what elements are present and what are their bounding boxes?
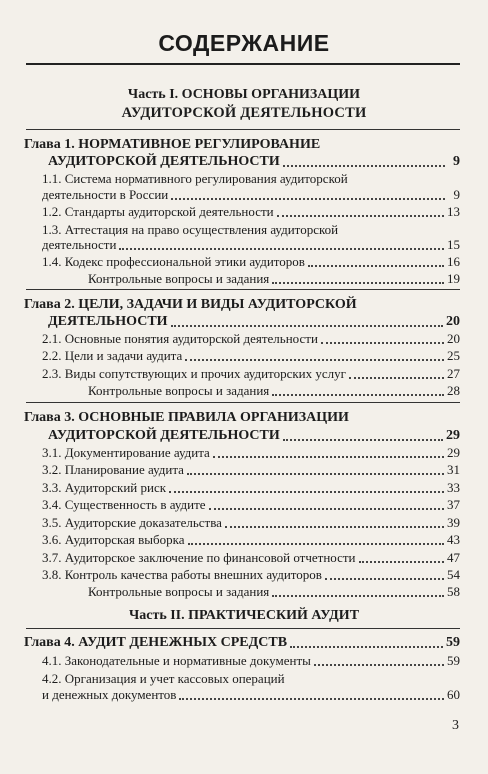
toc-entry-label: 1.2. Стандарты аудиторской деятельности — [42, 204, 274, 219]
dot-leader — [325, 578, 444, 580]
chapter-3-title-line1: Глава 3. ОСНОВНЫЕ ПРАВИЛА ОРГАНИЗАЦИИ — [24, 410, 349, 425]
dot-leader — [308, 265, 444, 267]
toc-entry-page: 19 — [447, 271, 460, 286]
toc-entry-page: 31 — [447, 462, 460, 477]
dot-leader — [314, 664, 444, 666]
toc-entry-page: 9 — [453, 187, 460, 202]
toc-entry-3-3[interactable] — [42, 480, 460, 496]
chapter-1-rule — [26, 129, 460, 130]
part-1-heading — [24, 86, 464, 122]
toc-entry-2-questions[interactable] — [88, 383, 460, 399]
dot-leader — [290, 646, 443, 648]
toc-entry-1-3[interactable] — [42, 237, 460, 253]
toc-entry-label: 3.6. Аудиторская выборка — [42, 532, 185, 547]
toc-entry-label: АУДИТОРСКОЙ ДЕЯТЕЛЬНОСТИ — [48, 428, 280, 443]
toc-entry-label: 2.2. Цели и задачи аудита — [42, 348, 183, 363]
dot-leader — [272, 282, 444, 284]
dot-leader — [277, 215, 444, 217]
toc-entry-page: 47 — [447, 550, 460, 565]
toc-entry-page: 13 — [447, 204, 460, 219]
dot-leader — [171, 325, 443, 327]
toc-entry-3-4[interactable] — [42, 497, 460, 513]
toc-entry-label: 3.1. Документирование аудита — [42, 445, 210, 460]
toc-entry-4-2[interactable] — [42, 687, 460, 703]
dot-leader — [359, 561, 444, 563]
dot-leader — [225, 526, 444, 528]
toc-entry-page: 60 — [447, 687, 460, 702]
toc-entry-page: 59 — [446, 635, 460, 650]
dot-leader — [283, 165, 445, 167]
dot-leader — [209, 508, 444, 510]
toc-entry-label: Контрольные вопросы и задания — [88, 584, 270, 599]
dot-leader — [188, 543, 444, 545]
toc-entry-page: 59 — [447, 653, 460, 668]
toc-entry-label: 4.1. Законодательные и нормативные документы — [42, 653, 311, 668]
toc-entry-page: 43 — [447, 532, 460, 547]
toc-entry-label: 3.5. Аудиторские доказательства — [42, 515, 222, 530]
toc-entry-page: 37 — [447, 497, 460, 512]
toc-entry-page: 33 — [447, 480, 460, 495]
toc-entry-label: и денежных документов — [42, 687, 177, 702]
toc-entry-4-1[interactable] — [42, 653, 460, 669]
toc-entry-page: 20 — [447, 331, 460, 346]
toc-entry-page: 54 — [447, 567, 460, 582]
chapter-4-rule — [26, 628, 460, 629]
page-number: 3 — [452, 718, 459, 733]
toc-entry-page: 16 — [447, 254, 460, 269]
toc-entry-page: 39 — [447, 515, 460, 530]
dot-leader — [272, 394, 444, 396]
toc-entry-1-3-line1: 1.3. Аттестация на право осуществления аудиторской — [42, 222, 339, 237]
part-2-line1: Часть II. ПРАКТИЧЕСКИЙ АУДИТ — [128, 608, 360, 623]
toc-entry-page: 20 — [446, 314, 460, 329]
toc-entry-label: 3.7. Аудиторское заключение по финансовой отчетности — [42, 550, 356, 565]
toc-entry-4-2-line1: 4.2. Организация и учет кассовых операций — [42, 671, 285, 686]
dot-leader — [119, 248, 444, 250]
dot-leader — [349, 377, 444, 379]
part-1-line1: Часть I. ОСНОВЫ ОРГАНИЗАЦИИ — [127, 87, 361, 102]
toc-entry-3-7[interactable] — [42, 550, 460, 566]
toc-entry-chapter-1[interactable] — [48, 153, 460, 170]
toc-entry-label: 2.3. Виды сопутствующих и прочих аудиторских услуг — [42, 366, 346, 381]
toc-entry-chapter-4[interactable] — [24, 634, 460, 651]
toc-entry-3-5[interactable] — [42, 515, 460, 531]
toc-entry-3-1[interactable] — [42, 445, 460, 461]
toc-entry-label: Контрольные вопросы и задания — [88, 383, 270, 398]
toc-entry-label: деятельности — [42, 237, 117, 252]
toc-entry-2-1[interactable] — [42, 331, 460, 347]
toc-entry-label: 3.4. Существенность в аудите — [42, 497, 206, 512]
title-rule — [26, 63, 460, 65]
toc-entry-label: Глава 4. АУДИТ ДЕНЕЖНЫХ СРЕДСТВ — [24, 635, 288, 650]
toc-entry-label: 1.4. Кодекс профессиональной этики аудиторов — [42, 254, 305, 269]
dot-leader — [187, 473, 444, 475]
toc-entry-page: 9 — [453, 154, 460, 169]
dot-leader — [213, 456, 444, 458]
toc-entry-page: 27 — [447, 366, 460, 381]
page-title: СОДЕРЖАНИЕ — [158, 30, 330, 56]
toc-entry-3-6[interactable] — [42, 532, 460, 548]
toc-entry-1-1[interactable] — [42, 187, 460, 203]
dot-leader — [185, 359, 444, 361]
toc-entry-1-2[interactable] — [42, 204, 460, 220]
toc-entry-page: 15 — [447, 237, 460, 252]
chapter-2-title-line1: Глава 2. ЦЕЛИ, ЗАДАЧИ И ВИДЫ АУДИТОРСКОЙ — [24, 297, 357, 312]
toc-entry-label: 2.1. Основные понятия аудиторской деятельности — [42, 331, 318, 346]
toc-entry-label: АУДИТОРСКОЙ ДЕЯТЕЛЬНОСТИ — [48, 154, 280, 169]
toc-entry-chapter-2[interactable] — [48, 313, 460, 330]
toc-entry-label: Контрольные вопросы и задания — [88, 271, 270, 286]
toc-entry-1-questions[interactable] — [88, 271, 460, 287]
toc-entry-page: 58 — [447, 584, 460, 599]
part-1-line2: АУДИТОРСКОЙ ДЕЯТЕЛЬНОСТИ — [121, 105, 367, 121]
part-2-heading — [24, 607, 464, 625]
dot-leader — [179, 698, 444, 700]
dot-leader — [272, 595, 444, 597]
toc-entry-label: 3.3. Аудиторский риск — [42, 480, 167, 495]
toc-entry-label: 3.2. Планирование аудита — [42, 462, 184, 477]
toc-entry-chapter-3[interactable] — [48, 427, 460, 444]
toc-entry-label: деятельности в России — [42, 187, 169, 202]
dot-leader — [283, 439, 443, 441]
toc-entry-page: 29 — [447, 445, 460, 460]
toc-entry-page: 25 — [447, 348, 460, 363]
toc-entry-1-1-line1: 1.1. Система нормативного регулирования аудиторской — [42, 171, 348, 186]
dot-leader — [169, 491, 444, 493]
toc-entry-1-4[interactable] — [42, 254, 460, 270]
toc-entry-3-questions[interactable] — [88, 584, 460, 600]
chapter-3-rule — [26, 402, 460, 403]
toc-entry-label: 3.8. Контроль качества работы внешних аудиторов — [42, 567, 322, 582]
dot-leader — [321, 342, 444, 344]
toc-entry-label: ДЕЯТЕЛЬНОСТИ — [48, 314, 168, 329]
toc-entry-3-8[interactable] — [42, 567, 460, 583]
toc-entry-2-2[interactable] — [42, 348, 460, 364]
toc-entry-3-2[interactable] — [42, 462, 460, 478]
toc-entry-page: 29 — [446, 428, 460, 443]
dot-leader — [171, 198, 445, 200]
toc-entry-page: 28 — [447, 383, 460, 398]
chapter-2-rule — [26, 289, 460, 290]
toc-entry-2-3[interactable] — [42, 366, 460, 382]
chapter-1-title-line1: Глава 1. НОРМАТИВНОЕ РЕГУЛИРОВАНИЕ — [24, 137, 321, 152]
